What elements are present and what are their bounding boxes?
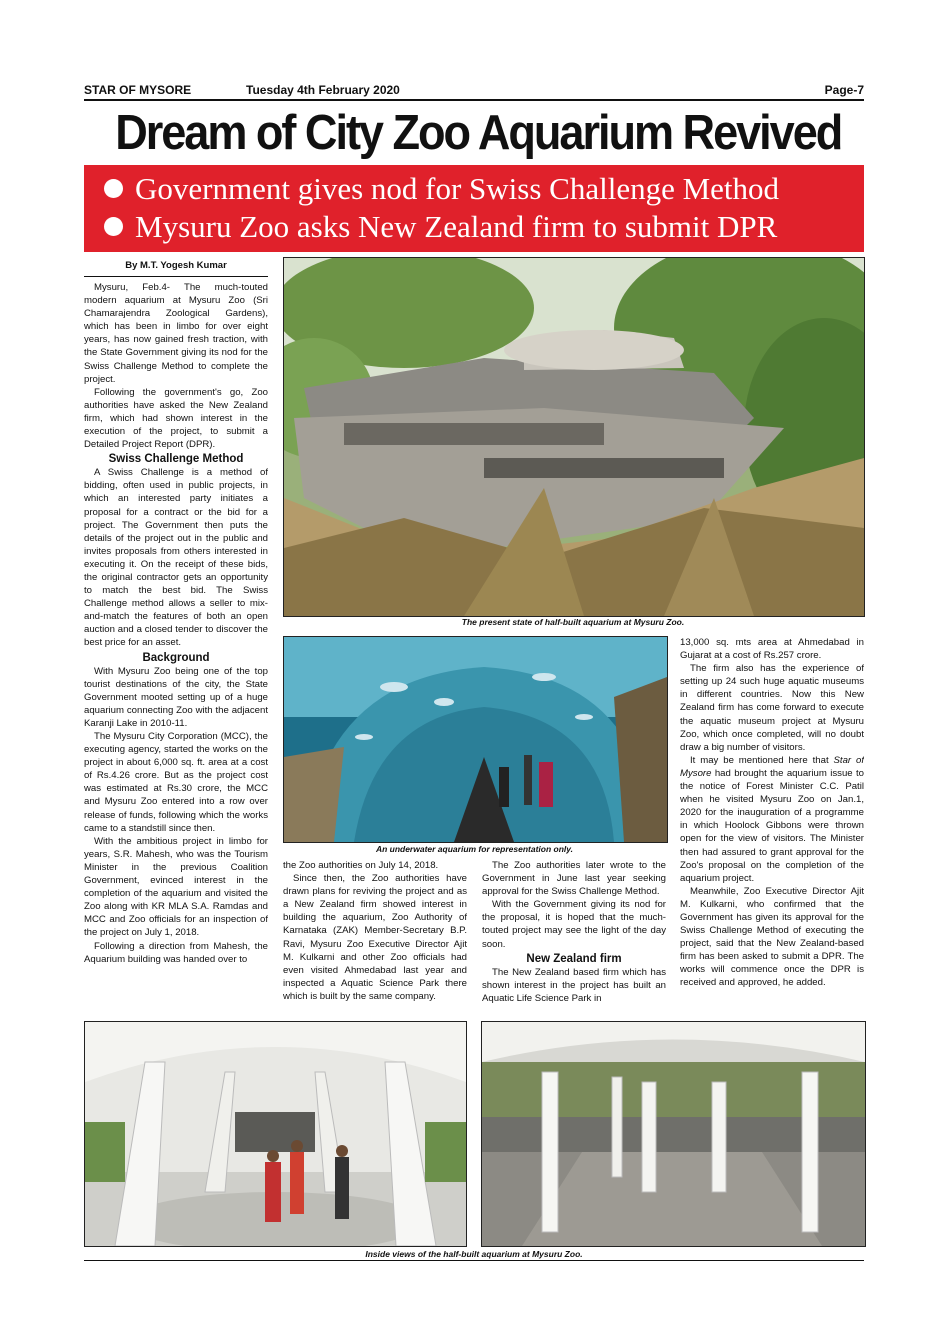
subhead-1: Government gives nod for Swiss Challenge Method xyxy=(104,171,779,207)
article-column-4 xyxy=(680,636,864,1016)
paragraph: Since then, the Zoo authorities have drawn plans for reviving the project and as a New Zealand firm showed interest in building the aquarium, Zoo Authority of Karnataka (ZAK) Member-Secretary B.P. Ravi, Mysuru Zoo Executive Director Ajit M. Kulkarni and other Zoo officials had even visited Ahmedabad last year and inspected a Aquatic Science Park there which is built by the same company. xyxy=(283,873,467,1002)
paragraph: It may be mentioned here that Star of Mysore had brought the aquarium issue to the notice of Forest Minister C.C. Patil when he visited Mysuru Zoo on Jan.1, 2020 for the inauguration of a programme in which Hoolock Gibbons were thrown open for the view of visitors. The Minister then had assured to grant approval for the Zoo's proposal on the completion of the aquarium project. xyxy=(680,754,864,884)
byline-rule xyxy=(84,276,268,277)
caption-bottom: Inside views of the half-built aquarium at Mysuru Zoo. xyxy=(365,1249,583,1259)
photo-underwater-aquarium xyxy=(283,636,668,843)
paragraph: The Zoo authorities later wrote to the Government in June last year seeking approval for the Swiss Challenge Method. xyxy=(482,860,666,898)
paragraph: Meanwhile, Zoo Executive Director Ajit M. Kulkarni, who confirmed that the Government has given its approval for the Swiss Challenge Method of executing the project, said that the New Zealand-based firm has been asked to submit a DPR. The works will commence once the DPR is received and approved, he added. xyxy=(680,885,864,989)
headline: Dream of City Zoo Aquarium Revived xyxy=(115,106,842,160)
masthead-rule xyxy=(84,99,864,101)
aquarium-exterior-illustration xyxy=(284,258,864,616)
paragraph: With the Government giving its nod for the proposal, it is hoped that the much-touted project may see the light of the day soon. xyxy=(482,899,666,950)
photo-aquarium-entrance xyxy=(84,1021,467,1247)
footer-rule xyxy=(84,1260,864,1261)
caption-top: The present state of half-built aquarium at Mysuru Zoo. xyxy=(461,617,685,627)
section-heading: New Zealand firm xyxy=(526,952,622,965)
issue-date: Tuesday 4th February 2020 xyxy=(246,83,400,97)
bullet-icon xyxy=(104,179,123,198)
photo-aquarium-interior xyxy=(481,1021,866,1247)
subhead-2: Mysuru Zoo asks New Zealand firm to submit DPR xyxy=(104,209,777,245)
photo-aquarium-exterior xyxy=(283,257,865,617)
caption-middle: An underwater aquarium for representation only. xyxy=(375,844,574,854)
paragraph: 13,000 sq. mts area at Ahmedabad in Gujarat at a cost of Rs.257 crore. xyxy=(680,637,864,662)
article-column-1 xyxy=(84,281,268,1016)
masthead xyxy=(84,83,864,99)
underwater-tunnel-illustration xyxy=(284,637,667,842)
paragraph: With Mysuru Zoo being one of the top tourist destinations of the city, the State Government mooted setting up of a huge aquarium connecting Zoo with the adjacent Karanji Lake in 2010-11. xyxy=(84,665,268,729)
paragraph: The Mysuru City Corporation (MCC), the executing agency, started the works on the project in about 6,000 sq. ft. area at a cost of Rs.4.26 crore. But as the project cost was estimated at Rs.30 crore, the MCC and Mysuru Zoo entered into a row over release of funds, following which the works came to a standstill since then. xyxy=(84,731,268,834)
aquarium-entrance-illustration xyxy=(85,1022,466,1246)
section-heading: Swiss Challenge Method xyxy=(108,453,244,466)
section-heading: Background xyxy=(142,651,210,664)
paragraph: A Swiss Challenge is a method of bidding, often used in public projects, in which an interested party initiates a proposal for a contract or the bid for a project. The Government then puts the details of the project out in the public and invites proposals from others interested in executing it. On the receipt of these bids, the original contractor gets an opportunity to match the best bid. The Swiss Challenge method allows a seller to mix-and-match the features of both an open auction and a closed tender to discover the best price for an asset. xyxy=(84,467,268,649)
paragraph: the Zoo authorities on July 14, 2018. xyxy=(283,860,439,871)
paragraph: Following the government's go, Zoo authorities have asked the New Zealand firm, which had shown interest in the execution of the project, to submit a Detailed Project Report (DPR). xyxy=(84,386,268,451)
paragraph: With the ambitious project in limbo for years, S.R. Mahesh, who was the Tourism Minister in the previous Coalition Government, evinced interest in the completion of the aquarium and visited the Zoo along with KR MLA S.A. Ramdas and MCC and Zoo officials for an inspection of the project on July 1, 2018. xyxy=(84,835,268,939)
paragraph: The New Zealand based firm which has shown interest in the project has built an Aquatic Life Science Park in xyxy=(482,966,666,1004)
page-number: Page-7 xyxy=(824,83,864,97)
article-column-3 xyxy=(482,859,666,1016)
bullet-icon xyxy=(104,217,123,236)
aquarium-interior-illustration xyxy=(482,1022,865,1246)
byline: By M.T. Yogesh Kumar xyxy=(125,260,227,271)
article-column-2 xyxy=(283,859,467,1016)
subhead-band xyxy=(84,165,864,252)
paragraph: The firm also has the experience of setting up 24 such huge aquatic museums in different countries. Now this New Zealand firm has come forward to execute the aquatic museum project at Mysuru Zoo, which once completed, will no doubt draw a big number of visitors. xyxy=(680,663,864,753)
paper-name: STAR OF MYSORE xyxy=(84,83,192,97)
paragraph: Following a direction from Mahesh, the Aquarium building was handed over to xyxy=(84,940,268,965)
paragraph: Mysuru, Feb.4- The much-touted modern aquarium at Mysuru Zoo (Sri Chamarajendra Zoological Gardens), which has been in limbo for over eight years, has now gained fresh traction, with the State Government giving its nod for the Swiss Challenge Method to complete the project. xyxy=(84,282,268,385)
